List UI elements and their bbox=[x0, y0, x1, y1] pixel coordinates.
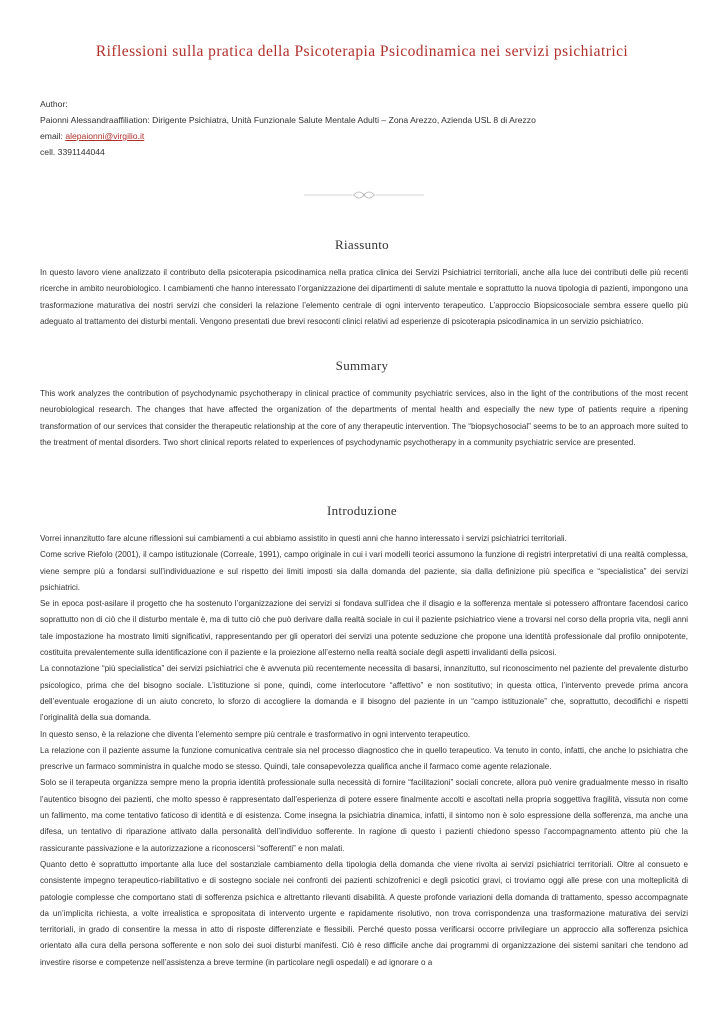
author-block bbox=[40, 96, 700, 160]
author-email-line bbox=[40, 128, 700, 144]
riassunto-text bbox=[40, 265, 688, 330]
intro-paragraph-3: Se in epoca post-asilare il progetto che ha sostenuto l’organizzazione dei servizi si fondava sull’idea che il disagio e la sofferenza mentale si potessero affrontare facendosi carico soprattutto non di ciò che il disturbo mentale è, ma di tutto ciò che può derivare dalla realtà sociale in cui il paziente psichiatrico viene a trovarsi nel corso della propria vita, negli anni tale impostazione ha mostrato limiti significativi, rappresentando per gli operatori dei servizi una potente seduzione che propone una identità professionale dal profilo onnipotente, costituita prevalentemente sulla identificazione con il paziente e la proiezione all’esterno nella realtà sociale degli aspetti invalidanti della psicosi. bbox=[40, 599, 688, 658]
riassunto-heading: Riassunto bbox=[335, 237, 389, 252]
riassunto-paragraph: In questo lavoro viene analizzato il contributo della psicoterapia psicodinamica nella pratica clinica dei Servizi Psichiatrici territoriali, anche alla luce dei contributi delle più recenti ricerche in ambito neurobiologico. I cambiamenti che hanno interessato l’organizzazione dei dipartimenti di salute mentale e soprattutto la nuova tipologia di pazienti, impongono una trasformazione maturativa dei nostri servizi che consideri la relazione l’elemento centrale di ogni intervento terapeutico. L’approccio Biopsicosociale sembra essere quello più adeguato al trattamento dei disturbi mentali. Vengono presentati due brevi resoconti clinici relativi ad esperienze di psicoterapia psicodinamica in un servizio psichiatrico. bbox=[40, 268, 688, 326]
summary-heading: Summary bbox=[335, 358, 389, 373]
intro-paragraph-8: Quanto detto è soprattutto importante alla luce del sostanziale cambiamento della tipologia della domanda che viene rivolta ai servizi psichiatrici territoriali. Oltre al consueto e consistente impegno terapeutico-riabilitativo e di sostegno sociale nei confronti dei pazienti schizofrenici e degli psicotici gravi, ci troviamo oggi alle prese con una molteplicità di patologie complesse che comportano stati di sofferenza psichica e altrettanto rilevanti disabilità. A queste profonde variazioni della domanda di trattamento, spesso accompagnate da un’implicita richiesta, a volte irrealistica e spropositata di intervento urgente e rapidamente risolutivo, non trova corrispondenza una trasformazione maturativa dei servizi territoriali, in grado di consentire la messa in atto di risposte differenziate e flessibili. Perché questo possa verificarsi occorre privilegiare un approccio alla sofferenza psichica orientato alla cura della persona sofferente e non solo dei suoi disturbi manifesti. Ciò è reso difficile anche dai programmi di organizzazione dei sistemi sanitari che tendono ad investire risorse e competenze nell’assistenza a breve termine (in particolare negli ospedali) e ad ignorare o a bbox=[40, 859, 688, 967]
author-affiliation: Paionni Alessandraaffiliation: Dirigente Psichiatra, Unità Funzionale Salute Mentale Adulti – Zona Arezzo, Azienda USL 8 di Arezzo bbox=[40, 115, 536, 125]
intro-paragraph-6: La relazione con il paziente assume la funzione comunicativa centrale sia nel processo diagnostico che in quello terapeutico. Va tenuto in conto, infatti, che anche lo psichiatra che prescrive un farmaco somministra in qualche modo se stesso. Quindi, tale consapevolezza qualifica anche il farmaco come agente relazionale. bbox=[40, 745, 688, 772]
divider-flourish-icon bbox=[304, 188, 424, 202]
email-label: email: bbox=[40, 131, 66, 141]
author-cell: cell. 3391144044 bbox=[40, 147, 105, 157]
intro-paragraph-5: In questo senso, è la relazione che diventa l’elemento sempre più centrale e trasformativo in ogni intervento terapeutico. bbox=[40, 729, 471, 739]
intro-paragraph-1: Vorrei innanzitutto fare alcune riflessioni sui cambiamenti a cui abbiamo assistito in questi anni che hanno interessato i servizi psichiatrici territoriali. bbox=[40, 534, 567, 543]
summary-paragraph: This work analyzes the contribution of psychodynamic psychotherapy in clinical practice of community psychiatric services, also in the light of the contributions of the most recent neurobiological research. The changes that have affected the organization of the departments of mental health and especially the new type of patients require a ripening transformation of our services that consider the therapeutic relationship at the core of any therapeutic intervention. The “biopsychosocial” seems to be to an approach more suited to the treatment of mental disorders. Two short clinical reports related to experiences of psychodynamic psychotherapy in a community psychiatric service are presented. bbox=[40, 389, 688, 447]
email-link[interactable]: alepaionni@virgilio.it bbox=[65, 131, 145, 141]
intro-paragraph-2: Come scrive Riefolo (2001), il campo istituzionale (Correale, 1991), campo originale in cui i vari modelli teorici assumono la funzione di registri interpretativi di una realtà complessa, viene sempre più a fondarsi sull’individuazione e sul rispetto dei limiti imposti sia dalla domanda del paziente, sia dalla definizione più specifica e “specialistica” dei servizi psichiatrici. bbox=[40, 550, 688, 592]
author-label: Author: bbox=[40, 99, 68, 109]
document-title: Riflessioni sulla pratica della Psicoterapia Psicodinamica nei servizi psichiatrici bbox=[95, 43, 629, 60]
intro-paragraph-7: Solo se il terapeuta organizza sempre meno la propria identità professionale sulla necessità di fornire “facilitazioni” sociali concrete, allora può venire gradualmente messo in risalto l’autentico bisogno dei pazienti, che molto spesso è rappresentato dall’esperienza di potere essere finalmente accolti e ascoltati nella propria soggettiva fragilità, vissuta non come un fallimento, ma come tentativo faticoso di identità e di esistenza. Come insegna la psichiatria dinamica, infatti, il sintomo non è solo espressione della sofferenza, ma anche una difesa, un tentativo di riparazione attivato dalla personalità dell’individuo sofferente. In ragione di questo i pazienti chiedono spesso l’accompagnamento attento più che la rassicurante passivazione e la autorizzazione a riconoscersi “sofferenti” e non malati. bbox=[40, 778, 688, 853]
introduzione-text bbox=[40, 531, 688, 971]
intro-paragraph-4: La connotazione “più specialistica” dei servizi psichiatrici che è avvenuta più recentemente necessita di basarsi, innanzitutto, sul riconoscimento nel paziente del prevalente disturbo psicologico, prima che del bisogno sociale. L’istituzione si pone, quindi, come interlocutore “affettivo” e non sostitutivo; in questa ottica, l’intervento prevede prima ancora dell’eventuale erogazione di un aiuto concreto, lo sforzo di accogliere la domanda e il bisogno del paziente in un “campo istituzionale” che, soprattutto, decodifichi e rispetti l’originalità della sua domanda. bbox=[40, 664, 688, 723]
summary-text bbox=[40, 386, 688, 451]
introduzione-heading: Introduzione bbox=[326, 503, 398, 518]
